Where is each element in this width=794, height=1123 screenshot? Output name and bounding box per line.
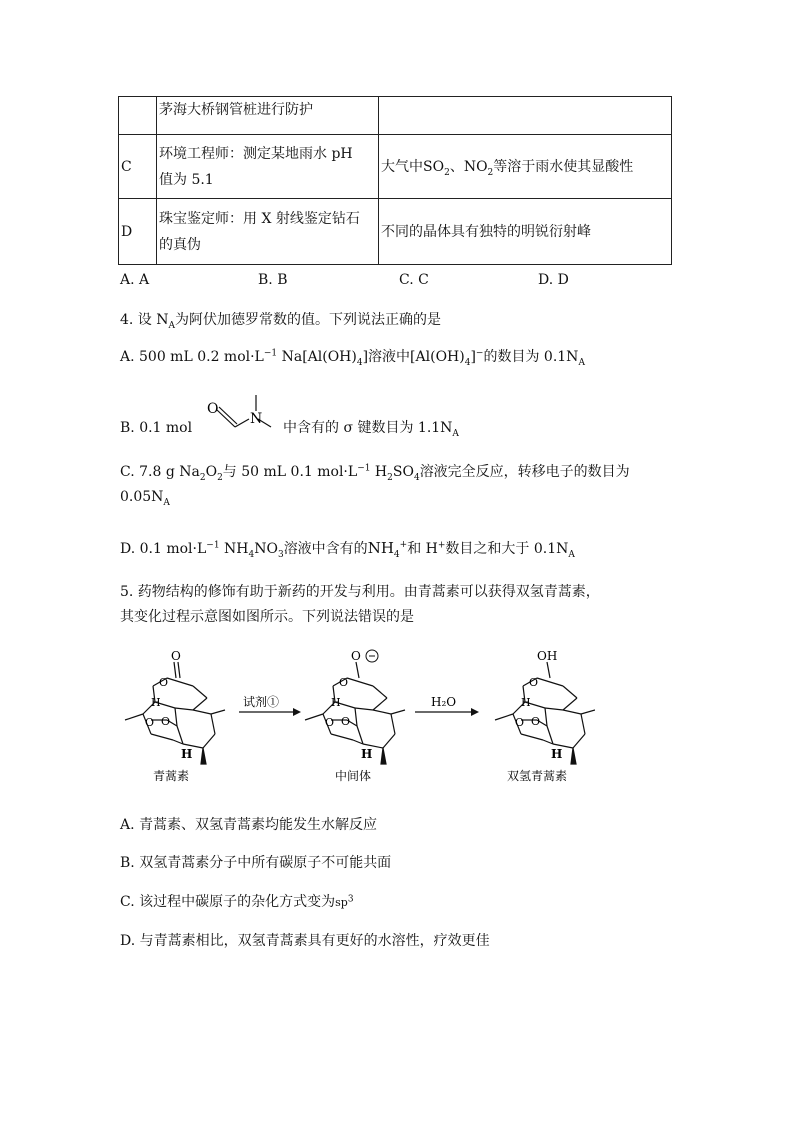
reaction-scheme-image (115, 648, 595, 788)
svg-text:OH: OH (537, 649, 558, 663)
desc-line: 的真伪 (159, 236, 201, 253)
reagent-2-label: H₂O (431, 695, 457, 709)
separator: 、 (449, 158, 464, 175)
formula-no2: $NO_2$ (463, 158, 494, 178)
svg-text:O: O (339, 676, 349, 689)
artemisinin-structure (125, 649, 225, 764)
q4-option-a[interactable]: A. 500 mL 0.2 $mol\cdot L^{-1}$ $Na[Al(OH)_4]$溶液中$[Al(OH)_4]^-$的数目为 $0.1N_A$ (120, 348, 585, 368)
row-reason (379, 135, 672, 199)
row-letter: D (119, 199, 157, 265)
formula-nh4: $NH_4^+$ (367, 539, 408, 560)
q4-option-d[interactable]: D. 0.1 $mol\cdot L^{-1}$ $NH_4NO_3$溶液中含有的$NH_4^+$和 H+数目之和大于 $0.1N_A$ (120, 539, 575, 560)
reaction-arrow-1 (239, 695, 301, 716)
svg-text:O: O (529, 676, 539, 689)
q3-option-d[interactable]: D. D (538, 272, 569, 288)
atom-o: O (207, 401, 219, 417)
atom-o: O (159, 676, 169, 689)
dmf-structure-image (205, 393, 281, 439)
label-artemisinin: 青蒿素 (153, 769, 190, 783)
q4-option-c-line2: $0.05N_A$ (120, 489, 170, 508)
intermediate-structure (305, 649, 405, 764)
q5-option-d[interactable]: D. 与青蒿素相比，双氢青蒿素具有更好的水溶性，疗效更佳 (120, 933, 490, 949)
reaction-arrow-2 (415, 695, 479, 716)
row-letter: C (119, 135, 157, 199)
q5-stem-line2: 其变化过程示意图如图所示。下列说法错误的是 (120, 609, 414, 625)
reagent-1-label: 试剂① (243, 695, 280, 709)
q4-option-c[interactable]: C. 7.8 g $Na_2O_2$与 50 mL 0.1 $mol\cdot L^{-1}$ $H_2SO_4$溶液完全反应，转移电子的数目为 (120, 463, 630, 483)
sp3-label: $sp^3$ (335, 894, 354, 909)
q5-option-a[interactable]: A. 青蒿素、双氢青蒿素均能发生水解反应 (120, 817, 378, 833)
q4-stem: 4. 设 $N_A$为阿伏加德罗常数的值。下列说法正确的是 (120, 312, 442, 331)
reason-text: 等溶于雨水使其显酸性 (493, 158, 634, 175)
q5-option-c[interactable]: C. 该过程中碳原子的杂化方式变为$sp^3$ (120, 894, 354, 910)
q3-option-b[interactable]: B. B (258, 272, 288, 288)
q3-option-a[interactable]: A. A (120, 272, 150, 288)
desc-line: 珠宝鉴定师：用 X 射线鉴定钻石 (159, 210, 360, 227)
q5-option-b[interactable]: B. 双氢青蒿素分子中所有碳原子不可能共面 (120, 855, 392, 871)
row-letter (119, 97, 157, 135)
row-description (157, 135, 379, 199)
formula-so2: $SO_2$ (423, 158, 450, 178)
svg-text:O: O (351, 649, 361, 663)
row-description (157, 199, 379, 265)
row-description: 茅海大桥钢管桩进行防护 (157, 97, 379, 135)
q4-option-b[interactable]: B. 0.1 mol (120, 420, 193, 436)
q3-option-c[interactable]: C. C (399, 272, 429, 288)
reason-text: 大气中 (381, 158, 423, 175)
desc-line: 值为 5.1 (159, 171, 214, 188)
row-reason (379, 97, 672, 135)
label-intermediate: 中间体 (335, 769, 372, 783)
q5-stem-line1: 5. 药物结构的修饰有助于新药的开发与利用。由青蒿素可以获得双氢青蒿素， (120, 584, 600, 600)
dihydroartemisinin-structure (495, 649, 595, 764)
table-row (119, 199, 672, 265)
row-reason: 不同的晶体具有独特的明锐衍射峰 (379, 199, 672, 265)
desc-line: 环境工程师：测定某地雨水 pH (159, 145, 353, 162)
atom-n: N (250, 411, 263, 427)
q3-table (118, 96, 672, 265)
table-row (119, 97, 672, 135)
table-row (119, 135, 672, 199)
label-dihydroartemisinin: 双氢青蒿素 (507, 769, 568, 783)
q4-option-b-text: 中含有的 σ 键数目为 $1.1N_A$ (283, 420, 459, 439)
atom-o: O (171, 649, 181, 663)
